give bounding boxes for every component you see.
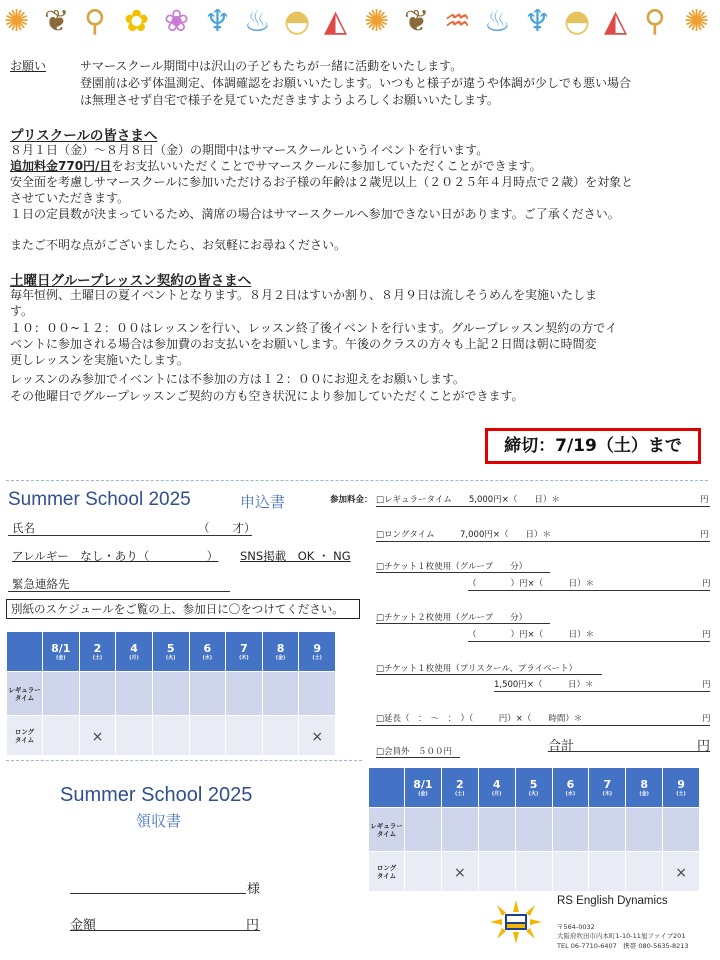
day-number: 8: [640, 777, 649, 791]
app-schedule-cell[interactable]: [189, 716, 226, 756]
net-icon: ⚲: [644, 4, 666, 39]
cicada-icon: ❦: [44, 4, 70, 39]
weekday-label: (土): [676, 790, 686, 797]
receipt-day-header: [552, 768, 589, 808]
sunflower-icon: ✿: [124, 4, 150, 39]
receipt-corner-cell: [369, 768, 405, 808]
fee-ticket1-yen: 円: [702, 579, 711, 589]
net-icon: ⚲: [84, 4, 106, 39]
unavailable-mark: ×: [91, 729, 104, 745]
additional-fee: 追加料金770円/日: [10, 159, 112, 173]
firework-icon: ✺: [4, 4, 30, 39]
fee-extension-yen: 円: [702, 714, 711, 724]
weekday-label: (水): [202, 654, 213, 661]
receipt-row-label: レギュラー タイム: [369, 808, 405, 852]
app-schedule-cell[interactable]: [79, 672, 116, 716]
sns-field[interactable]: SNS掲載 OK ・ NG: [240, 549, 351, 563]
fee-ticket-private-yen: 円: [702, 680, 711, 690]
fee-regular-line: [376, 506, 710, 507]
receipt-day-header: [405, 768, 442, 808]
receipt-row-label: ロング タイム: [369, 852, 405, 892]
fee-ticket-private[interactable]: □チケット１枚使用（プリスクール、プライベート）: [376, 664, 578, 674]
total-yen: 円: [697, 739, 711, 754]
firework-icon: ✺: [364, 4, 390, 39]
receipt-day-header: [478, 768, 515, 808]
deadline-box: 締切：7/19（土）まで: [485, 428, 701, 464]
fee-long-line: [376, 541, 710, 542]
straw-hat-icon: ◓: [284, 4, 311, 39]
receipt-amount-yen: 円: [246, 918, 260, 933]
day-number: 6: [203, 641, 212, 655]
receipt-schedule-cell[interactable]: [589, 852, 626, 892]
schedule-table-receipt: [368, 767, 700, 892]
receipt-day-header: [589, 768, 626, 808]
total-label: 合計: [548, 739, 575, 754]
receipt-schedule-cell[interactable]: [478, 808, 515, 852]
fee-extension-line: [376, 725, 710, 726]
app-schedule-cell[interactable]: [116, 716, 153, 756]
app-schedule-cell[interactable]: [189, 672, 226, 716]
app-schedule-cell[interactable]: [152, 672, 189, 716]
company-tel: TEL 06-7710-6407 携帯 080-5635-8213: [557, 942, 689, 950]
preschool-heading: プリスクールの皆さまへ: [10, 128, 158, 144]
request-line-2: 登園前は必ず体温測定、体調確認をお願いいたします。いつもと様子が違うや体調が少しでも悪い場合: [80, 76, 632, 90]
saturday-line-5: 更しレッスンを実施いたします。: [10, 353, 189, 367]
fee-ticket2[interactable]: □チケット２枚使用（グループ 分）: [376, 613, 528, 623]
fee-title: 参加料金：: [330, 495, 373, 505]
company-name: RS English Dynamics: [557, 895, 668, 907]
total-line[interactable]: [548, 751, 710, 752]
day-number: 7: [240, 641, 248, 655]
schedule-table-application: [6, 631, 336, 756]
app-row-label: レギュラー タイム: [7, 672, 43, 716]
app-day-header: [189, 632, 226, 672]
fee-ticket2-calc[interactable]: （ ）円×（ 日）＊: [468, 630, 595, 640]
receipt-amount-label: 金額: [70, 918, 97, 933]
app-day-header: [116, 632, 153, 672]
preschool-line-3: 安全面を考慮しサマースクールに参加いただけるお子様の年齢は２歳児以上（２０２５年４月時点で２歳）を対象と: [10, 175, 634, 189]
fee-ticket2-line: [376, 623, 550, 624]
emergency-line[interactable]: [8, 591, 230, 592]
fee-long-yen: 円: [700, 530, 709, 540]
weekday-label: (土): [455, 790, 465, 797]
app-day-header: [262, 632, 299, 672]
day-number: 9: [677, 777, 685, 791]
request-label: お願い: [10, 59, 47, 73]
app-schedule-cell[interactable]: [226, 672, 263, 716]
receipt-sama: 様: [247, 882, 261, 897]
instruction-box: 別紙のスケジュールをご覧の上、参加日に〇をつけてください。: [6, 599, 360, 619]
fee-ticket1-calc-line: [468, 590, 710, 591]
app-row-label: ロング タイム: [7, 716, 43, 756]
preschool-line-6: またご不明な点がございましたら、お気軽にお尋ねください。: [10, 238, 347, 252]
day-number: 4: [492, 777, 501, 791]
app-schedule-cell[interactable]: [152, 716, 189, 756]
day-number: 5: [166, 641, 175, 655]
app-day-header: [299, 632, 336, 672]
weekday-label: (月): [129, 654, 139, 661]
fee-nonmember[interactable]: □会員外 ５００円: [376, 747, 453, 757]
receipt-schedule-cell[interactable]: [478, 852, 515, 892]
saturday-heading: 土曜日グループレッスン契約の皆さまへ: [10, 273, 252, 289]
company-logo-icon: [488, 898, 544, 946]
firework-icon: ✺: [684, 4, 710, 39]
fee-nonmember-line: [376, 757, 460, 758]
fee-ticket-private-calc[interactable]: 1,500円×（ 日）＊: [494, 680, 594, 690]
receipt-schedule-cell[interactable]: [552, 808, 589, 852]
receipt-schedule-cell[interactable]: [663, 852, 700, 892]
form-subtitle: 申込書: [240, 493, 286, 511]
app-schedule-cell[interactable]: [43, 716, 80, 756]
app-schedule-cell[interactable]: [262, 716, 299, 756]
day-number: 8/1: [413, 777, 433, 791]
saturday-line-7: その他曜日でグループレッスンご契約の方も空き状況により参加していただくことができます。: [10, 389, 524, 403]
weekday-label: (火): [165, 654, 176, 661]
fee-ticket2-yen: 円: [702, 630, 711, 640]
form-title: Summer School 2025: [8, 489, 191, 510]
receipt-day-header: [441, 768, 478, 808]
day-number: 4: [130, 641, 138, 655]
app-schedule-cell[interactable]: [299, 672, 336, 716]
day-number: 2: [455, 777, 464, 791]
wind-chime-icon: ♆: [524, 4, 551, 39]
day-number: 8/1: [51, 641, 71, 655]
app-day-header: [79, 632, 116, 672]
receipt-schedule-cell[interactable]: [663, 808, 700, 852]
receipt-schedule-cell[interactable]: [589, 808, 626, 852]
app-schedule-cell[interactable]: [262, 672, 299, 716]
app-day-header: [226, 632, 263, 672]
preschool-fee-line: [10, 158, 542, 174]
day-number: 6: [566, 777, 575, 791]
app-corner-cell: [7, 632, 43, 672]
request-line-1: サマースクール期間中は沢山の子どもたちが一緒に活動をいたします。: [80, 59, 463, 73]
fee-regular[interactable]: □レギュラータイム 5,000円×（ 日）＊: [376, 495, 560, 505]
receipt-day-header: [626, 768, 663, 808]
app-day-header: [43, 632, 80, 672]
receipt-subtitle: 領収書: [136, 812, 182, 830]
app-schedule-cell[interactable]: [226, 716, 263, 756]
name-line[interactable]: [8, 535, 252, 536]
fee-extension[interactable]: □延長（ ： ～ ： ）（ 円）×（ 時間）＊: [376, 714, 583, 724]
weekday-label: (土): [312, 654, 322, 661]
fee-ticket2-calc-line: [468, 641, 710, 642]
app-schedule-cell[interactable]: [116, 672, 153, 716]
morning-glory-icon: ❀: [164, 4, 190, 39]
company-postal: 〒564-0032: [557, 923, 595, 931]
shaved-ice-icon: ♨: [244, 4, 271, 39]
weekday-label: (木): [239, 654, 249, 661]
saturday-line-4: ベントに参加される場合は参加費のお支払いをお願いします。午後のクラスの方々も上記２日間は朝に時間変: [10, 337, 597, 351]
fee-ticket-private-calc-line: [494, 691, 710, 692]
preschool-line-5: １日の定員数が決まっているため、満席の場合はサマースクールへ参加できない日があります。ご了承ください。: [10, 207, 620, 221]
receipt-name-line[interactable]: [70, 893, 246, 894]
weekday-label: (金): [418, 790, 428, 797]
straw-hat-icon: ◓: [564, 4, 591, 39]
receipt-day-header: [515, 768, 552, 808]
name-label: 氏名: [12, 521, 35, 535]
receipt-schedule-cell[interactable]: [515, 808, 552, 852]
app-day-header: [152, 632, 189, 672]
fee-regular-yen: 円: [700, 495, 709, 505]
day-number: 2: [93, 641, 102, 655]
preschool-line-4: させていただきます。: [10, 191, 130, 205]
cut-line-top: [6, 480, 708, 481]
allergy-field[interactable]: アレルギー なし・あり（ ）: [12, 549, 219, 563]
weekday-label: (火): [528, 790, 539, 797]
receipt-schedule-cell[interactable]: [441, 808, 478, 852]
weekday-label: (月): [491, 790, 502, 797]
company-address: 大阪府吹田市内本町1-10-11旭ファイブ201: [557, 932, 686, 940]
age-label: （ 才）: [198, 521, 256, 535]
receipt-schedule-cell[interactable]: [515, 852, 552, 892]
receipt-title: Summer School 2025: [60, 784, 253, 806]
weekday-label: (金): [275, 654, 286, 661]
receipt-schedule-cell[interactable]: [552, 852, 589, 892]
unavailable-mark: ×: [675, 865, 687, 881]
cut-line-bottom: [6, 760, 362, 761]
weekday-label: (水): [565, 790, 576, 797]
receipt-schedule-cell[interactable]: [626, 808, 663, 852]
day-number: 9: [313, 641, 322, 655]
fee-ticket1-line: [376, 572, 550, 573]
saturday-line-2: す。: [10, 304, 34, 318]
receipt-schedule-cell[interactable]: [405, 852, 442, 892]
saturday-line-3: １０：００~１２：００はレッスンを行い、レッスン終了後イベントを行います。グループレッスン契約の方でイ: [10, 321, 618, 335]
receipt-amount-line[interactable]: [70, 930, 260, 931]
wind-chime-icon: ♆: [204, 4, 231, 39]
shaved-ice-icon: ♨: [484, 4, 511, 39]
app-schedule-cell[interactable]: [43, 672, 80, 716]
emergency-label: 緊急連絡先: [12, 577, 70, 591]
fee-ticket-private-line: [376, 674, 602, 675]
fee-long[interactable]: □ロングタイム 7,000円×（ 日）＊: [376, 530, 551, 540]
weekday-label: (金): [56, 654, 66, 661]
day-number: 5: [529, 777, 538, 791]
day-number: 7: [603, 777, 612, 791]
unavailable-mark: ×: [311, 729, 324, 745]
fee-ticket1-calc[interactable]: （ ）円×（ 日）＊: [468, 579, 595, 589]
day-number: 8: [276, 641, 285, 655]
saturday-line-1: 毎年恒例、土曜日の夏イベントとなります。８月２日はすいか割り、８月９日は流しそうめんを実施いたしま: [10, 288, 598, 302]
unavailable-mark: ×: [453, 865, 466, 881]
watermelon-icon: ◭: [324, 4, 348, 39]
watermelon-icon: ◭: [604, 4, 628, 39]
cicada-icon: ❦: [404, 4, 430, 39]
preschool-fee-rest: をお支払いいただくことでサマースクールに参加していただくことができます。: [111, 159, 542, 173]
weekday-label: (木): [602, 790, 613, 797]
app-schedule-cell[interactable]: [299, 716, 336, 756]
goldfish-icon: ♒: [444, 4, 471, 39]
saturday-line-6: レッスンのみ参加でイベントには不参加の方は１２：００にお迎えをお願いします。: [10, 372, 465, 386]
preschool-line-1: ８月１日（金）～８月８日（金）の期間中はサマースクールというイベントを行います。: [10, 143, 489, 157]
receipt-schedule-cell[interactable]: [405, 808, 442, 852]
request-line-3: は無理させず自宅で様子を見ていただきますようよろしくお願いいたします。: [80, 93, 500, 107]
app-schedule-cell[interactable]: [79, 716, 116, 756]
fee-ticket1[interactable]: □チケット１枚使用（グループ 分）: [376, 562, 528, 572]
receipt-schedule-cell[interactable]: [626, 852, 663, 892]
summer-banner: [0, 0, 720, 46]
weekday-label: (土): [92, 654, 103, 661]
weekday-label: (金): [639, 790, 649, 797]
receipt-day-header: [663, 768, 700, 808]
receipt-schedule-cell[interactable]: [441, 852, 478, 892]
